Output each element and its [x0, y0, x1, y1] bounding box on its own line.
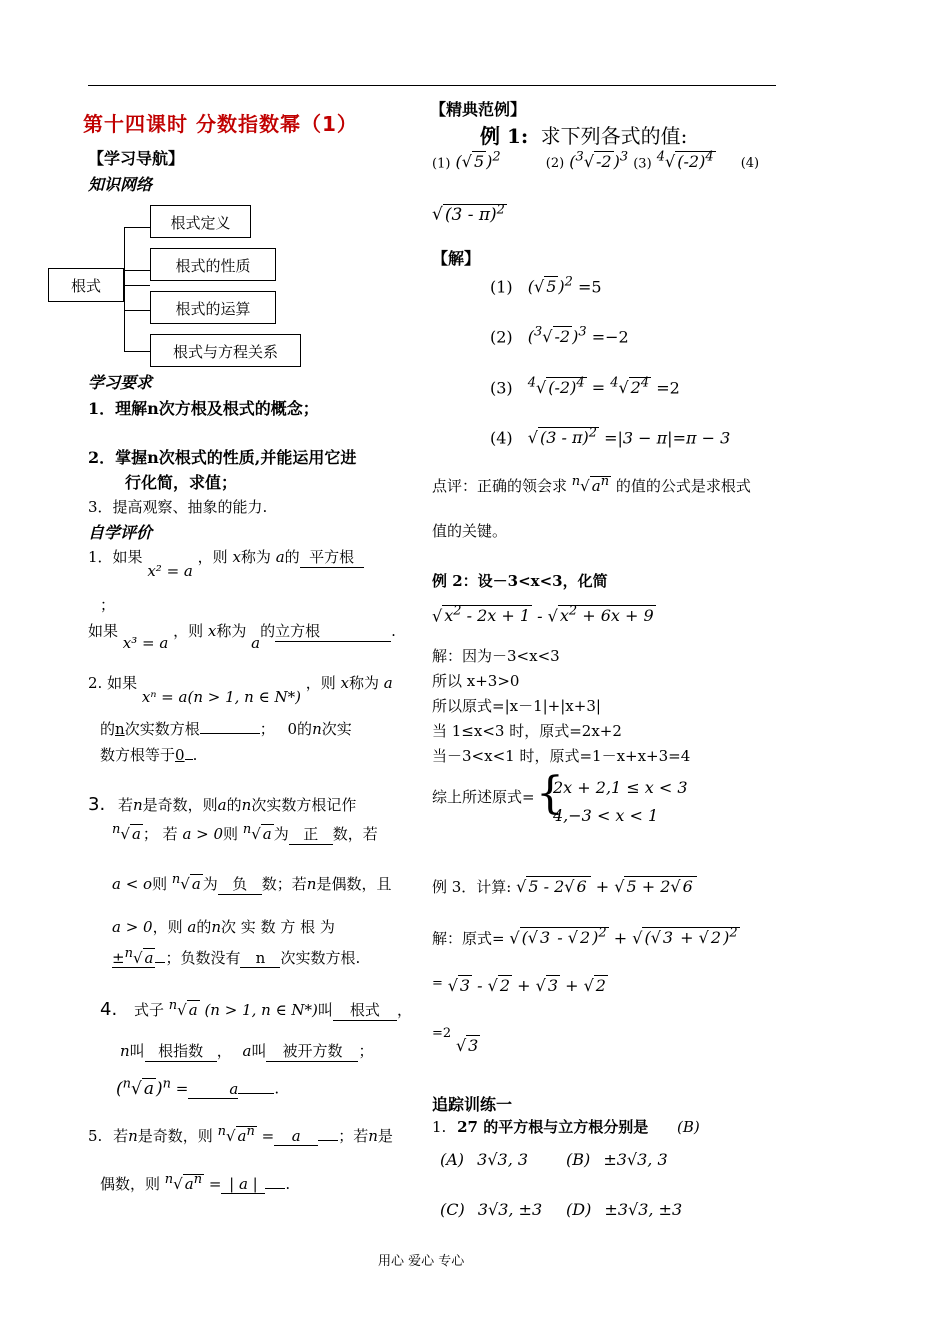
q3-answer-negative: 负 [218, 873, 262, 895]
example-3-step: = √ 3 - √ 2 + √ 3 + √ 2 [432, 976, 606, 995]
q5-line2: 偶数，则 $^n$√ $a^n$ = | a | . [100, 1172, 291, 1193]
requirements-heading: 学习要求 [88, 373, 153, 392]
q4-line1: 4. 式子 $^n$√ a (n > 1, n ∈ N*)叫 根式 ， [100, 998, 412, 1020]
diagram-node-operations: 根式的运算 [150, 291, 276, 324]
example-1-items: (1) (√ 5 )$^2$ (2) ($^3$√ -2 )$^3$ (3) $^4$√ $(-2)^4$ (4) [432, 150, 760, 172]
q1-line2: 如果 x³ = a ，则 x称为 a的立方根 . [88, 622, 396, 652]
q3-answer-positive: 正 [289, 823, 333, 845]
diagram-connector [124, 351, 150, 352]
tracking-answer: (B) [676, 1118, 700, 1136]
example-2-summary: 综上所述原式= [432, 788, 535, 806]
diagram-connector [124, 227, 150, 228]
q5-line1: 5. 若n是奇数，则 $^n$√ $a^n = a$ ；若n是 [88, 1124, 393, 1145]
diagram-connector [124, 310, 150, 311]
option-c[interactable]: (C) 3√3, ±3 [440, 1200, 543, 1219]
diagram-root: 根式 [48, 268, 124, 302]
q4-answer-root-index: 根指数 [145, 1040, 217, 1062]
q3-line1: 3. 若n是奇数，则a的n次实数方根记作 [88, 794, 357, 815]
comment-line2: 值的关键。 [432, 522, 508, 540]
piecewise-brace: { [536, 768, 564, 819]
solution-3: (3) $^4$√ $(-2)^4 = ^4√$ $2^4 =2$ [490, 376, 680, 398]
nav-header: 【学习导航】 [88, 149, 185, 168]
example-3-title: 例 3．计算: √ 5 - 2√ 6 + √ 5 + 2√ 6 [432, 876, 697, 897]
requirement-2: 2．掌握n次根式的性质,并能运用它进 [88, 448, 357, 467]
requirement-1: 1．理解n次方根及根式的概念； [88, 399, 319, 418]
solution-1: (1) (√ 5 )$^2$ =5 [490, 275, 602, 297]
example-2-expression: √ $x^2 - 2x + 1$ - √ $x^2 + 6x + 9$ [432, 604, 654, 626]
q1-answer-square-root: 平方根 [300, 546, 364, 568]
example-2-step-4: 当 1≤x<3 时，原式=2x+2 [432, 722, 622, 740]
piecewise-case-2: 4,−3 < x < 1 [553, 806, 659, 825]
q2-answer: n [115, 720, 125, 738]
tracking-header: 追踪训练一 [432, 1095, 513, 1114]
requirement-2-cont: 行化简，求值； [125, 473, 238, 492]
diagram-node-definition: 根式定义 [150, 205, 251, 238]
q3-line2: $^n$√ a ； 若 a > 0则 $^n$√ a 为 正 数，若 [112, 822, 378, 843]
option-d[interactable]: (D) ±3√3, ±3 [566, 1200, 683, 1219]
comment-line1: 点评：正确的领会求 $^n$√ $a^n$ 的值的公式是求根式 [432, 474, 751, 495]
q2-answer-zero: 0 [175, 746, 185, 764]
top-rule [88, 85, 776, 86]
q4-answer-radicand: 被开方数 [266, 1040, 358, 1062]
example-2-step-3: 所以原式=|x－1|+|x+3| [432, 697, 601, 715]
diagram-connector [124, 227, 125, 351]
example-1-item-4-expr: √ (3 - π)$^2$ [432, 202, 505, 225]
option-a[interactable]: (A) 3√3, 3 [440, 1150, 529, 1169]
q3-answer-even-root: ±$^n$√ a [112, 946, 154, 967]
q4-answer-a: a [188, 1080, 238, 1099]
diagram-node-equations: 根式与方程关系 [150, 334, 301, 367]
example-2-step-1: 解：因为－3<x<3 [432, 647, 560, 665]
requirement-3: 3．提高观察、抽象的能力. [88, 498, 268, 516]
example-2-step-5: 当－3<x<1 时，原式=1－x+x+3=4 [432, 747, 691, 765]
examples-header: 【精典范例】 [430, 100, 527, 119]
q3-line5: ±$^n$√ a ；负数没有 n 次实数方根. [112, 946, 361, 967]
q5-answer-even: | a | [221, 1175, 265, 1194]
q1-line1: 1．如果 x² = a ，则 x称为 a的 平方根 [88, 546, 364, 568]
solution-2: (2) ($^3$√ -2 )$^3$ =−2 [490, 325, 629, 347]
q2-line1: 2. 如果 xⁿ = a(n > 1, n ∈ N*) ，则 x称为 a [88, 674, 393, 706]
page-footer: 用心 爱心 专心 [378, 1254, 465, 1269]
q4-line2: n叫 根指数 ， a叫 被开方数 ； [120, 1042, 374, 1060]
q4-line3: ($^n$√ a )$^n$ = a . [116, 1076, 280, 1099]
example-2-step-2: 所以 x+3>0 [432, 672, 520, 690]
diagram-node-properties: 根式的性质 [150, 248, 276, 281]
diagram-connector [124, 270, 150, 271]
solution-header: 【解】 [432, 249, 481, 268]
q1-semicolon: ； [100, 596, 116, 614]
q5-answer-odd: a [274, 1127, 318, 1146]
q2-line3: 数方根等于0 . [100, 746, 198, 764]
solution-4: (4) √ (3 - π)$^2$ =|3 − π|=π − 3 [490, 426, 731, 448]
q1-answer-cube-root: 立方根 [275, 620, 391, 642]
q3-answer-n: n [240, 949, 280, 968]
example-2-title: 例 2：设－3<x<3，化简 [432, 572, 608, 590]
option-b[interactable]: (B) ±3√3, 3 [566, 1150, 668, 1169]
example-1-heading: 例 1: 求下列各式的值: [480, 124, 688, 148]
example-3-solution: 解：原式= √ (√ 3 - √ 2 )$^2$ + √ (√ 3 + √ 2 )$^2$ [432, 926, 738, 948]
self-eval-heading: 自学评价 [88, 523, 153, 542]
page-title: 第十四课时 分数指数幂（1） [83, 112, 358, 136]
q3-line3: a < o则 $^n$√ a 为 负 数；若n是偶数，且 [112, 872, 392, 893]
q4-answer-radical: 根式 [333, 999, 397, 1021]
tracking-question-1: 1. 27 的平方根与立方根分别是 (B) [432, 1118, 700, 1136]
q2-line2: 的n次实数方根 ； 0的n次实 [100, 720, 352, 738]
piecewise-case-1: 2x + 2,1 ≤ x < 3 [553, 778, 688, 797]
q3-line4: a > 0，则 a的n次 实 数 方 根 为 [112, 918, 335, 936]
diagram-connector [124, 285, 150, 286]
knowledge-net-heading: 知识网络 [88, 175, 153, 194]
example-3-result: =2 √ 3 [432, 1026, 479, 1055]
